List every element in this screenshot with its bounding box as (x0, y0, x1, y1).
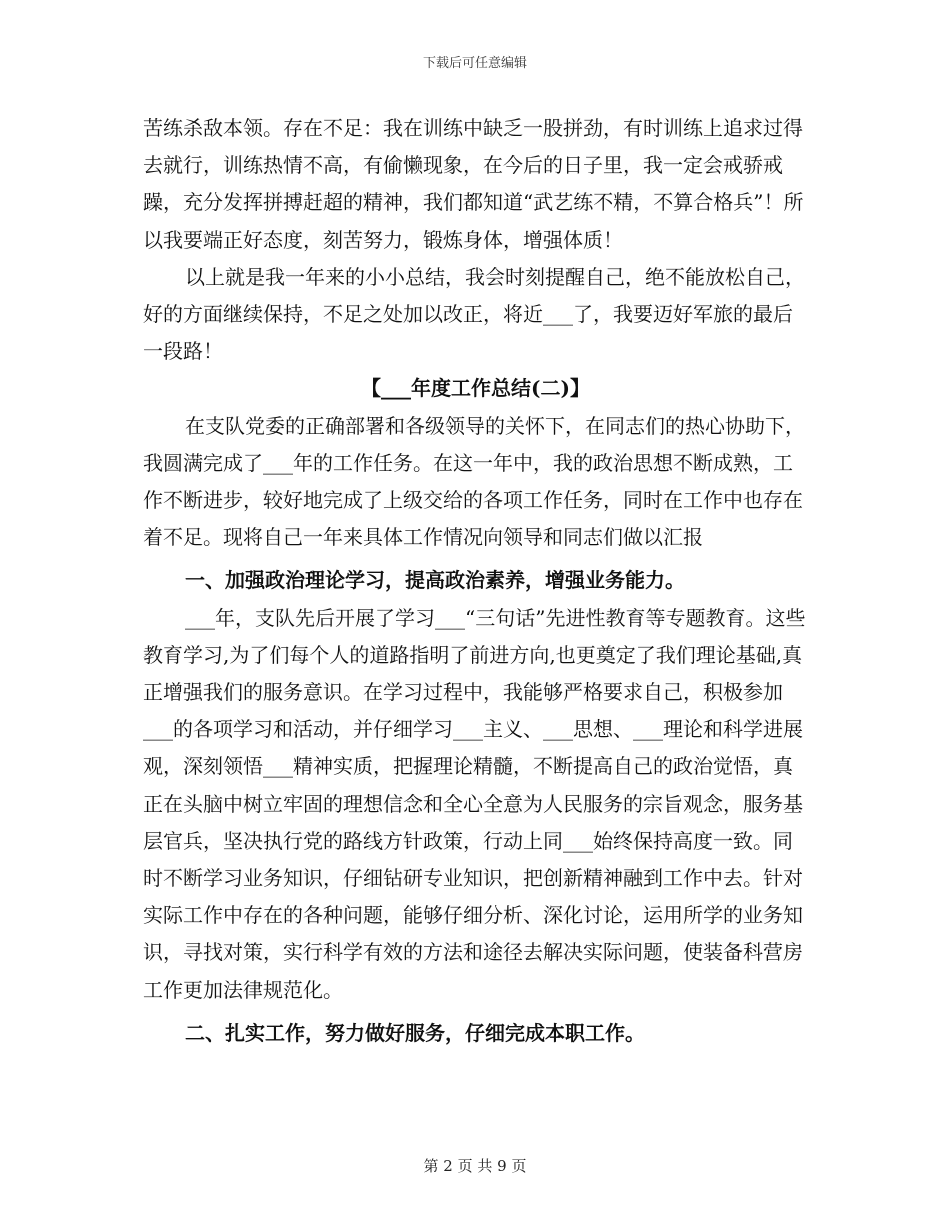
heading-political-study: 一、加强政治理论学习，提高政治素养，增强业务能力。 (185, 568, 685, 593)
document-body (143, 110, 808, 1052)
paragraph-introduction: 在支队党委的正确部署和各级领导的关怀下，在同志们的热心协助下，我圆满完成了___年的工作任务。在这一年中，我的政治思想不断成熟，工作不断进步，较好地完成了上级交给的各项工作任务，同时在工作中也存在着不足。现将自己一年来具体工作情况向领导和同志们做以汇报 (143, 413, 805, 550)
paragraph-summary-closing: 以上就是我一年来的小小总结，我会时刻提醒自己，绝不能放松自己，好的方面继续保持，不足之处加以改正，将近___了，我要迈好军旅的最后一段路！ (143, 264, 805, 364)
section-title: 【___年度工作总结(二)】 (361, 376, 590, 401)
paragraph-training: 苦练杀敌本领。存在不足：我在训练中缺乏一股拼劲，有时训练上追求过得去就行，训练热情不高，有偷懒现象，在今后的日子里，我一定会戒骄戒躁，充分发挥拼搏赶超的精神，我们都知道“武艺练不精，不算合格兵”！所以我要端正好态度，刻苦努力，锻炼身体，增强体质！ (143, 116, 804, 252)
page-header: 下载后可任意编辑 (422, 56, 527, 71)
page-number: 第 2 页 共 9 页 (423, 1157, 527, 1175)
paragraph-political-study: ___年，支队先后开展了学习___“三句话”先进性教育等专题教育。这些教育学习,为了们每个人的道路指明了前进方向,也更奠定了我们理论基础,真正增强我们的服务意识。在学习过程中，我能够严格要求自己，积极参加___的各项学习和活动，并仔细学习___主义、___思想、___理论和科学进展观，深刻领悟___精神实质，把握理论精髓，不断提高自己的政治觉悟，真正在头脑中树立牢固的理想信念和全心全意为人民服务的宗旨观念，服务基层官兵，坚决执行党的路线方针政策，行动上同___始终保持高度一致。同时不断学习业务知识，仔细钻研专业知识，把创新精神融到工作中去。针对实际工作中存在的各种问题，能够仔细分析、深化讨论，运用所学的业务知识，寻找对策，实行科学有效的方法和途径去解决实际问题，使装备科营房工作更加法律规范化。 (143, 605, 806, 1002)
heading-work-duties: 二、扎实工作，努力做好服务，仔细完成本职工作。 (185, 1020, 645, 1045)
